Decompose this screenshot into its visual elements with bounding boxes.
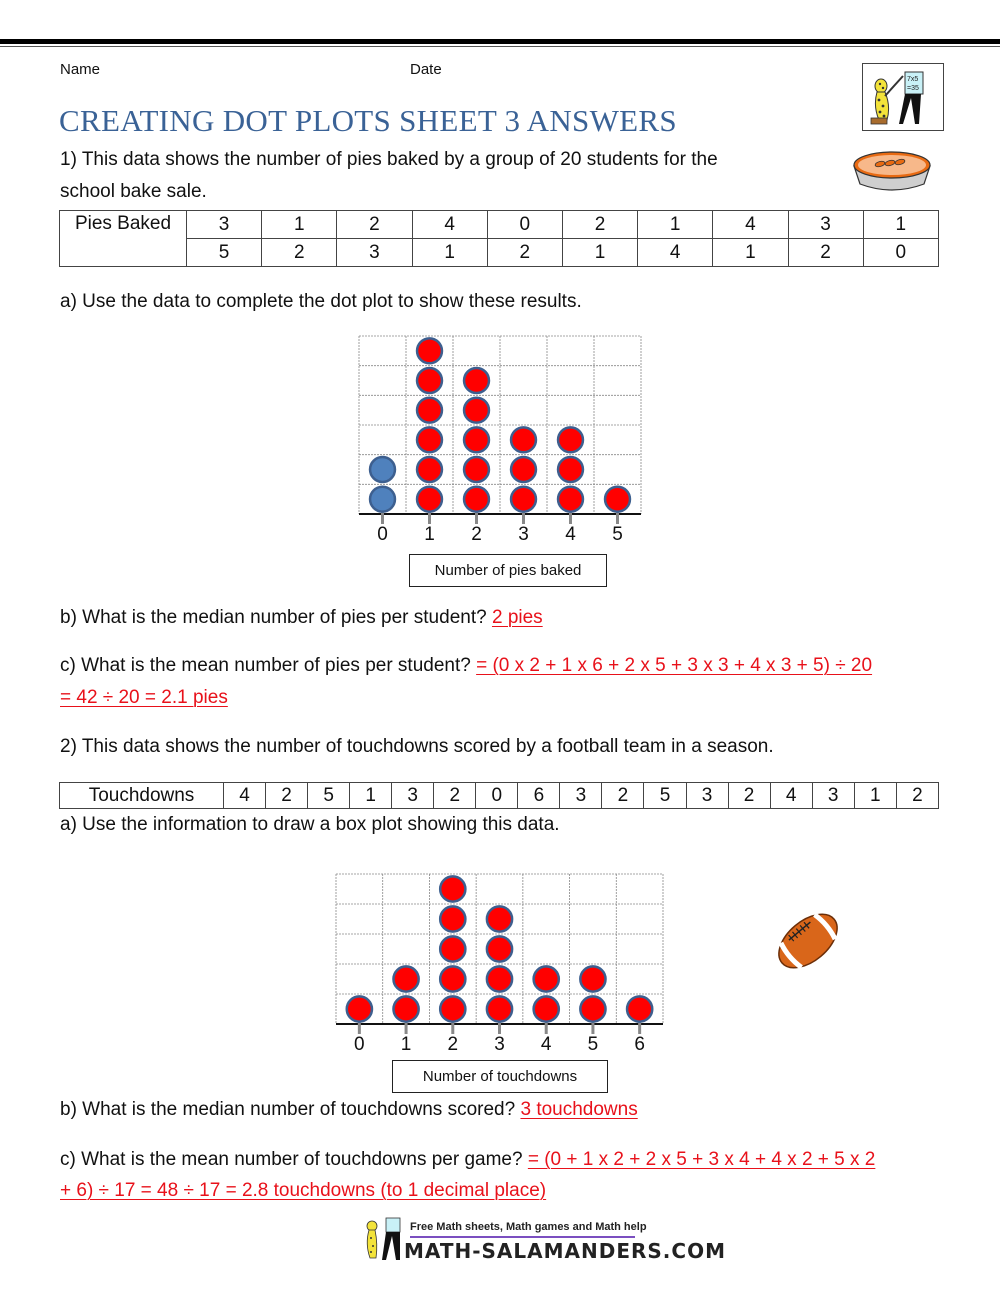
- q1-part-b-answer: 2 pies: [491, 607, 543, 628]
- table-cell: 1: [854, 783, 896, 809]
- axis-tick-label: 2: [471, 524, 482, 545]
- football-icon: [772, 905, 844, 977]
- data-dot: [627, 996, 652, 1021]
- top-rule: [0, 0, 1000, 48]
- data-dot: [487, 996, 512, 1021]
- top-rule-thin: [0, 46, 1000, 47]
- q2-part-b: [60, 1099, 638, 1121]
- q2-intro: 2) This data shows the number of touchdowns scored by a football team in a season.: [60, 736, 774, 757]
- q2-part-c-answer-line2: + 6) ÷ 17 = 48 ÷ 17 = 2.8 touchdowns (to 1 decimal place): [60, 1180, 547, 1201]
- data-dot: [417, 338, 442, 363]
- data-dot: [393, 996, 418, 1021]
- data-dot: [464, 487, 489, 512]
- q2-part-c-answer-line1: = (0 + 1 x 2 + 2 x 5 + 3 x 4 + 4 x 2 + 5 x 2: [527, 1149, 876, 1170]
- q1-part-b-question: b) What is the median number of pies per student?: [60, 607, 487, 628]
- data-dot: [558, 427, 583, 452]
- name-label: Name: [60, 61, 101, 78]
- data-dot: [440, 936, 465, 961]
- table-cell: 1: [713, 239, 788, 267]
- data-dot: [511, 457, 536, 482]
- data-dot: [370, 457, 395, 482]
- data-dot: [464, 368, 489, 393]
- svg-text:7x5: 7x5: [907, 76, 919, 83]
- data-dot: [511, 427, 536, 452]
- table-cell: 1: [412, 239, 487, 267]
- q1-part-b: [60, 607, 543, 629]
- data-dot: [417, 368, 442, 393]
- q1-intro-line2: school bake sale.: [60, 181, 207, 202]
- data-dot: [580, 966, 605, 991]
- table-cell: 2: [262, 239, 337, 267]
- q1-intro-line1: 1) This data shows the number of pies baked by a group of 20 students for the: [60, 149, 718, 170]
- data-dot: [534, 996, 559, 1021]
- table-cell: 6: [518, 783, 560, 809]
- table-cell: 3: [337, 239, 412, 267]
- data-dot: [440, 876, 465, 901]
- touchdowns-dot-plot: [336, 874, 663, 1024]
- axis-tick-label: 1: [424, 524, 435, 545]
- table-cell: 2: [337, 211, 412, 239]
- data-dot: [558, 487, 583, 512]
- q2-part-b-question: b) What is the median number of touchdowns scored?: [60, 1099, 516, 1120]
- table-cell: 4: [224, 783, 266, 809]
- table-cell: 1: [863, 211, 938, 239]
- table-cell: 2: [896, 783, 938, 809]
- data-dot: [440, 966, 465, 991]
- footer-brand[interactable]: MATH-SALAMANDERS.COM: [404, 1239, 726, 1263]
- pies-baked-table: [59, 210, 939, 267]
- table-cell: 4: [770, 783, 812, 809]
- data-dot: [417, 487, 442, 512]
- data-dot: [487, 966, 512, 991]
- table-cell: 4: [638, 239, 713, 267]
- data-dot: [487, 936, 512, 961]
- table-row-header: Pies Baked: [60, 211, 187, 267]
- table-cell: 4: [412, 211, 487, 239]
- axis-tick-label: 5: [587, 1034, 599, 1055]
- data-dot: [487, 906, 512, 931]
- top-rule-thick: [0, 39, 1000, 44]
- data-dot: [347, 996, 372, 1021]
- table-cell: 2: [434, 783, 476, 809]
- axis-tick-label: 4: [540, 1034, 552, 1055]
- pies-dot-plot: [359, 336, 641, 514]
- axis-tick-label: 0: [377, 524, 388, 545]
- data-dot: [417, 427, 442, 452]
- table-cell: 2: [602, 783, 644, 809]
- svg-text:=35: =35: [907, 85, 919, 92]
- table-cell: 1: [562, 239, 637, 267]
- q2-part-c-question: c) What is the mean number of touchdowns per game?: [60, 1149, 523, 1170]
- q1-part-c: [60, 655, 872, 677]
- page-title: CREATING DOT PLOTS SHEET 3 ANSWERS: [59, 103, 677, 138]
- date-label: Date: [410, 61, 442, 78]
- table-cell: 0: [476, 783, 518, 809]
- data-dot: [417, 457, 442, 482]
- axis-tick-label: 6: [634, 1034, 645, 1055]
- table-cell: 2: [728, 783, 770, 809]
- q2-part-a: a) Use the information to draw a box plot showing this data.: [60, 814, 560, 835]
- table-cell: 0: [863, 239, 938, 267]
- table-cell: 1: [262, 211, 337, 239]
- table-cell: 1: [638, 211, 713, 239]
- axis-tick-label: 2: [447, 1034, 459, 1055]
- q2-part-c: [60, 1149, 875, 1171]
- axis-tick-label: 3: [518, 524, 529, 545]
- footer-salamander-icon: [360, 1216, 410, 1264]
- table-cell: 5: [308, 783, 350, 809]
- data-dot: [370, 487, 395, 512]
- q1-part-c-answer-line1: = (0 x 2 + 1 x 6 + 2 x 5 + 3 x 3 + 4 x 3 + 5) ÷ 20: [476, 655, 873, 676]
- table-cell: 2: [562, 211, 637, 239]
- footer-divider: [410, 1236, 635, 1238]
- data-dot: [440, 906, 465, 931]
- table-cell: 5: [187, 239, 262, 267]
- data-dot: [605, 487, 630, 512]
- table-cell: 3: [686, 783, 728, 809]
- table-row-header: Touchdowns: [60, 783, 224, 809]
- data-dot: [464, 398, 489, 423]
- touchdowns-axis-label: Number of touchdowns: [392, 1060, 608, 1093]
- table-cell: 3: [392, 783, 434, 809]
- data-dot: [417, 398, 442, 423]
- data-dot: [511, 487, 536, 512]
- pie-icon: [850, 148, 934, 194]
- table-cell: 2: [788, 239, 863, 267]
- footer-tagline: Free Math sheets, Math games and Math help: [410, 1221, 647, 1233]
- data-dot: [464, 427, 489, 452]
- table-cell: 4: [713, 211, 788, 239]
- table-cell: 2: [266, 783, 308, 809]
- axis-tick-label: 5: [612, 524, 623, 545]
- data-dot: [393, 966, 418, 991]
- table-cell: 3: [812, 783, 854, 809]
- data-dot: [580, 996, 605, 1021]
- table-cell: 2: [487, 239, 562, 267]
- pies-axis-label: Number of pies baked: [409, 554, 607, 587]
- q1-part-c-answer-line2: = 42 ÷ 20 = 2.1 pies: [60, 687, 228, 708]
- data-dot: [534, 966, 559, 991]
- axis-tick-label: 3: [494, 1034, 505, 1055]
- salamander-teacher-icon: [862, 63, 944, 131]
- q1-part-a: a) Use the data to complete the dot plot to show these results.: [60, 291, 582, 312]
- touchdowns-table: [59, 782, 939, 809]
- table-cell: 0: [487, 211, 562, 239]
- table-cell: 3: [187, 211, 262, 239]
- data-dot: [464, 457, 489, 482]
- table-cell: 5: [644, 783, 686, 809]
- axis-tick-label: 1: [400, 1034, 412, 1055]
- data-dot: [440, 996, 465, 1021]
- q1-part-c-question: c) What is the mean number of pies per student?: [60, 655, 471, 676]
- axis-tick-label: 0: [354, 1034, 365, 1055]
- table-cell: 3: [788, 211, 863, 239]
- data-dot: [558, 457, 583, 482]
- table-cell: 3: [560, 783, 602, 809]
- axis-tick-label: 4: [565, 524, 576, 545]
- table-cell: 1: [350, 783, 392, 809]
- q2-part-b-answer: 3 touchdowns: [520, 1099, 638, 1120]
